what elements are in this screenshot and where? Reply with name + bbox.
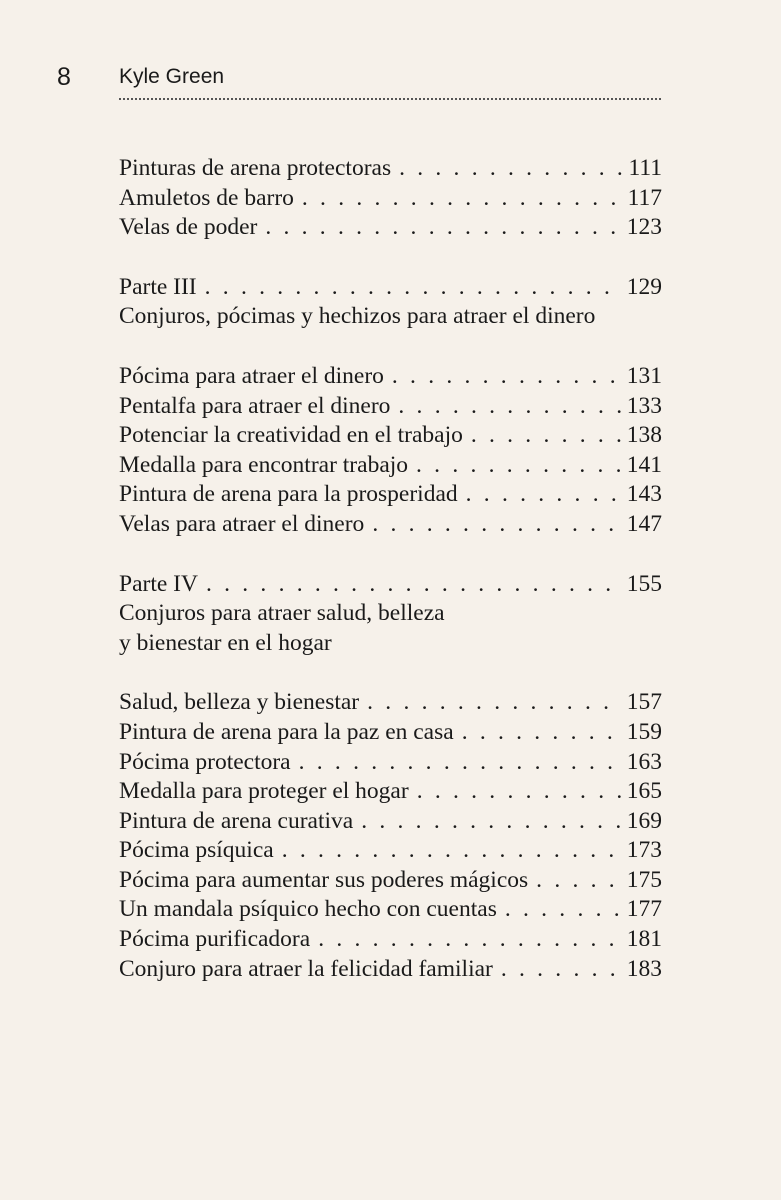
header-dotted-rule (119, 98, 661, 100)
toc-entry-page: 143 (626, 481, 662, 508)
toc-part-entry (119, 570, 662, 600)
dot-leader (302, 184, 622, 214)
toc-entry (119, 480, 662, 510)
dot-leader (367, 688, 621, 718)
toc-entry-title: Velas de poder (119, 214, 258, 241)
toc-entry-title: Conjuro para atraer la felicidad familiar (119, 955, 493, 982)
page-number: 8 (57, 63, 71, 91)
toc-entry (119, 955, 662, 985)
part-title: Parte IV (119, 570, 198, 597)
dot-leader (392, 362, 621, 392)
toc-entry-title: Pinturas de arena protectoras (119, 155, 392, 181)
dot-leader (505, 895, 621, 925)
toc-entry-page: 133 (626, 392, 662, 419)
part-subtitle: y bienestar en el hogar (119, 629, 332, 656)
dot-leader (417, 777, 621, 807)
dot-leader (471, 421, 621, 451)
toc-entry-page: 147 (626, 510, 662, 537)
toc-entry-title: Pintura de arena curativa (119, 807, 354, 834)
toc-part-heading (119, 273, 662, 332)
toc-entry-page: 141 (626, 451, 662, 478)
toc-part-heading (119, 570, 662, 659)
toc-entry-page: 131 (626, 362, 662, 389)
dot-leader (361, 807, 621, 837)
toc-entry-title: Amuletos de barro (119, 184, 294, 211)
toc-entry-page: 181 (626, 926, 662, 953)
toc-entry (119, 510, 662, 540)
toc-entry (119, 392, 662, 422)
toc-entry-page: 163 (626, 748, 662, 775)
toc-entry-page: 123 (626, 214, 662, 241)
toc-entry-page: 173 (626, 837, 662, 864)
toc-entry-page: 169 (626, 807, 662, 834)
toc-entry (119, 362, 662, 392)
toc-entry-title: Pentalfa para atraer el dinero (119, 392, 391, 419)
toc-entry-title: Pócima psíquica (119, 837, 274, 864)
toc-entry (119, 777, 662, 807)
toc-entry (119, 836, 662, 866)
toc-entry-title: Velas para atraer el dinero (119, 510, 365, 537)
dot-leader (398, 392, 620, 422)
toc-entry (119, 213, 662, 243)
toc-entry-title: Medalla para proteger el hogar (119, 778, 409, 805)
table-of-contents (119, 154, 662, 1014)
toc-entry (119, 421, 662, 451)
toc-entry (119, 748, 662, 778)
toc-entry (119, 451, 662, 481)
dot-leader (466, 480, 621, 510)
toc-entry (119, 925, 662, 955)
part-page: 129 (626, 273, 662, 300)
toc-entry-page: 183 (626, 955, 662, 982)
toc-entry-title: Pócima purificadora (119, 926, 311, 953)
toc-entry (119, 688, 662, 718)
toc-entry (119, 154, 662, 184)
dot-leader (318, 925, 621, 955)
toc-entry-page: 157 (626, 689, 662, 716)
dot-leader (399, 154, 622, 184)
toc-entry-page: 117 (627, 184, 662, 211)
toc-entry-title: Pintura de arena para la prosperidad (119, 481, 458, 508)
dot-leader (265, 213, 620, 243)
toc-entry-title: Un mandala psíquico hecho con cuentas (119, 896, 497, 923)
toc-entry (119, 718, 662, 748)
toc-group (119, 688, 662, 984)
toc-entry-title: Pócima para aumentar sus poderes mágicos (119, 866, 529, 893)
toc-entry-page: 177 (626, 896, 662, 923)
dot-leader (206, 570, 621, 600)
toc-entry-title: Pintura de arena para la paz en casa (119, 718, 454, 745)
dot-leader (416, 451, 621, 481)
toc-entry-title: Pócima para atraer el dinero (119, 362, 384, 389)
toc-entry-title: Pócima protectora (119, 748, 291, 775)
toc-group (119, 154, 662, 243)
toc-entry-title: Potenciar la creatividad en el trabajo (119, 422, 463, 449)
running-header (57, 62, 661, 102)
toc-entry-page: 159 (626, 718, 662, 745)
toc-entry-page: 165 (626, 778, 662, 805)
dot-leader (372, 510, 620, 540)
dot-leader (205, 273, 621, 303)
toc-entry (119, 184, 662, 214)
dot-leader (501, 955, 621, 985)
dot-leader (299, 748, 621, 778)
toc-entry (119, 895, 662, 925)
dot-leader (462, 718, 621, 748)
toc-entry-page: 111 (628, 155, 662, 181)
part-subtitle: Conjuros para atraer salud, belleza (119, 600, 445, 627)
author-name: Kyle Green (119, 65, 225, 88)
toc-entry-title: Salud, belleza y bienestar (119, 689, 360, 716)
toc-part-entry (119, 273, 662, 303)
part-page: 155 (626, 570, 662, 597)
toc-entry (119, 807, 662, 837)
toc-entry (119, 866, 662, 896)
dot-leader (282, 836, 621, 866)
toc-group (119, 362, 662, 540)
toc-entry-title: Medalla para encontrar trabajo (119, 451, 409, 478)
part-title: Parte III (119, 273, 197, 300)
toc-entry-page: 138 (626, 422, 662, 449)
part-subtitle: Conjuros, pócimas y hechizos para atraer el dinero (119, 303, 596, 330)
dot-leader (536, 866, 621, 896)
toc-entry-page: 175 (626, 866, 662, 893)
